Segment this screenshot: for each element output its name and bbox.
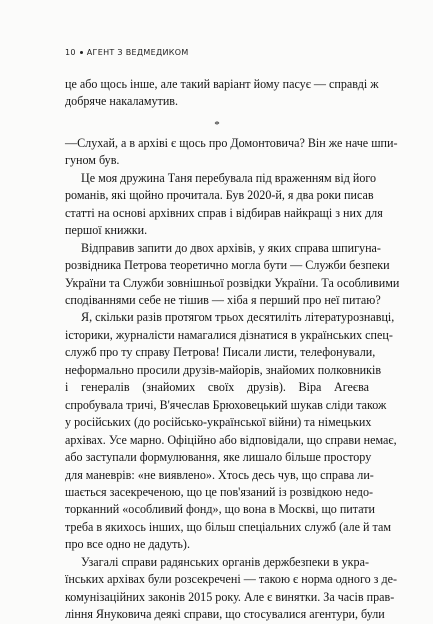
text-line: ління Януковича деякі справи, що стосувалися агентури, були [65,607,385,622]
text-line: статті на основі архівних справ і відбирав найкращі з них для [65,205,383,220]
text-line: добряче накаламутив. [65,94,179,109]
text-line: або заступали формулювання, яке лишало більше простору [65,450,372,465]
text-line: їнських архівах були розсекречені — такою є норма одного з де- [65,572,398,587]
bullet-separator-icon [80,51,83,54]
paragraph [65,309,397,553]
section-separator-asterisk: * [214,118,220,131]
running-title: АГЕНТ З ВЕДМЕДИКОМ [86,48,189,57]
paragraph [65,135,398,170]
text-line: першої книжки. [65,223,148,238]
paragraph [65,170,383,240]
text-line: гуном був. [65,153,120,168]
text-line: про все одно не дадуть). [65,537,190,552]
text-line: Я, скільки разів протягом трьох десятиліть літературознавці, [81,310,395,325]
text-line: неформально просили друзів-майорів, знайомих полковників [65,362,382,377]
text-line: архівах. Усе марно. Офіційно або відповідали, що справи немає, [65,432,397,447]
page-number: 10 [65,48,76,57]
text-line: треба в якихось інших, що більш спеціальних служб (але й там [65,519,391,534]
text-line: Узагалі справи радянських органів держбезпеки в укра- [81,554,369,569]
running-header [65,48,189,57]
text-line: спробувала тричі, В'ячеслав Брюховецький шукав сліди також [65,397,387,412]
text-line: служб про ту справу Петрова! Писали листи, телефонували, [65,345,376,360]
text-line: романів, які щойно прочитала. Був 2020-й, я два роки писав [65,188,374,203]
paragraph [65,76,379,111]
text-line: для маневрів: «не виявлено». Хтось десь чув, що справа ли- [65,467,374,482]
text-line: комунізаційних законів 2015 року. Але є винятки. За часів прав- [65,589,395,604]
text-line: сподіваннями себе не тішив — хіба я перший про неї питаю? [65,292,381,307]
paragraph [65,240,400,310]
text-line: Відправив запити до двох архівів, у яких справа шпигуна- [81,240,381,255]
text-line: це або щось інше, але такий варіант йому пасує — справді ж [65,77,379,91]
text-line: шається засекреченою, що це пов'язаний із розвідкою недо- [65,484,374,499]
text-line: у російських (до російсько-української війни) та німецьких [65,415,372,430]
text-line: торканний «особливий фонд», що вона в Москві, що питати [65,502,376,517]
page-body [65,76,400,624]
paragraph [65,554,398,624]
text-line: історики, журналісти намагалися дізнатися в українських спец- [65,327,393,342]
text-line: Це моя дружина Таня перебувала під враженням від його [81,170,377,185]
text-line: розвідника Петрова теоретично могла бути — Служби безпеки [65,258,390,273]
text-line: —Слухай, а в архіві є щось про Домонтовича? Він же наче шпи- [65,135,398,150]
text-line: України та Служби зовнішньої розвідки України. Та особливими [65,275,400,290]
text-line: і генералів (знайомих своїх друзів). Віра Агеєва [65,380,369,395]
